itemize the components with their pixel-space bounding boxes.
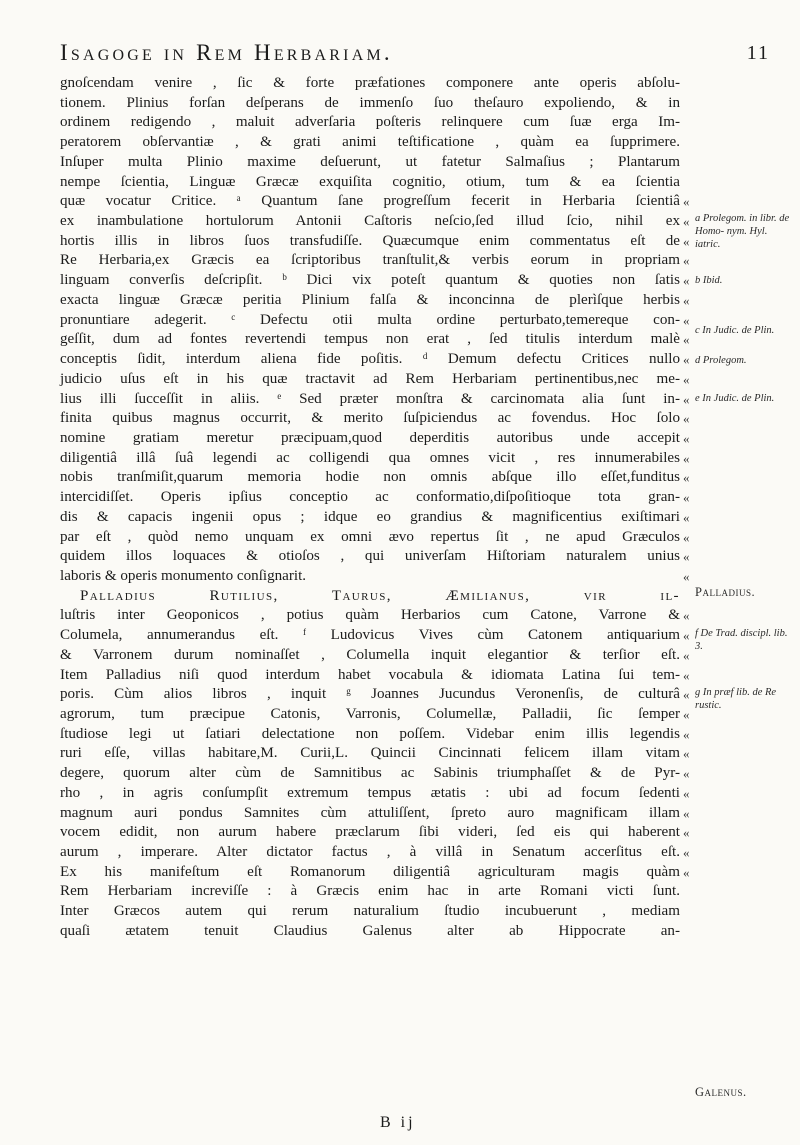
quote-mark xyxy=(683,902,697,922)
quote-mark: « xyxy=(683,647,690,663)
text-line: Rem Herbariam increviſſe : à Græcis enim hac in arte Romani victi ſunt. xyxy=(60,883,680,900)
margin-note-e: e In Judic. de Plin. xyxy=(695,393,775,404)
text-line: degere, quorum alter cùm de Samnitibus ac Sabinis triumphaſſet & de Pyr- xyxy=(60,765,680,782)
text-line: exacta linguæ Græcæ peritia Plinium falſa & inconcinna de plerìſque herbis xyxy=(60,291,680,308)
quote-mark: « xyxy=(683,726,690,742)
text-line: ſtudiose legi ut ſatiari delectatione non poſſem. Videbar enim illis legendis xyxy=(60,725,680,742)
margin-note-f: f De Trad. discipl. lib. 3. xyxy=(695,628,788,652)
signature-mark: B ij xyxy=(380,1114,416,1131)
quote-mark: « xyxy=(683,214,690,230)
quote-mark: « xyxy=(683,253,690,269)
text-line: pronuntiare adegerit. ᶜ Defectu otii multa ordine perturbato,temereque con- xyxy=(60,311,680,328)
margin-note-g: g In præf lib. de Re rustic. xyxy=(695,687,777,711)
quote-mark: « xyxy=(683,490,690,506)
text-line: Inſuper multa Plinio maxime deſuerunt, ut fatetur Salmaſius ; Plantarum xyxy=(60,153,680,170)
text-line: linguam converſis deſcripſit. ᵇ Dici vix poteſt quantum & quoties non ſatis xyxy=(60,272,680,289)
quote-mark: « xyxy=(683,312,690,328)
quote-mark: « xyxy=(683,529,690,545)
quote-mark: « xyxy=(683,450,690,466)
quote-mark: « xyxy=(683,391,690,407)
quote-mark xyxy=(683,882,697,902)
text-line: dis & capacis ingenii opus ; idque eo grandius & magnificentius exiſtimari xyxy=(60,508,680,525)
text-line: poris. Cùm alios libros , inquit ᵍ Joannes Jucundus Veronenſis, de culturâ xyxy=(60,686,680,703)
text-line: hortis illis in libros ſuos transfudiſſe. Quæcumque enim commentatus eſt de xyxy=(60,232,680,249)
quote-mark: « xyxy=(683,785,690,801)
text-line: quaſi ætatem tenuit Claudius Galenus alter ab Hippocrate an- xyxy=(60,922,680,939)
text-line: Columela, annumerandus eſt. ᶠ Ludovicus Vives cùm Catonem antiquarium xyxy=(60,627,680,644)
text-line: ordinem redigendo , maluit adverſaria poſteris relinquere cum ſuæ erga Im- xyxy=(60,114,680,131)
quote-mark: « xyxy=(683,805,690,821)
margin-head-palladius: Palladius. xyxy=(695,585,756,599)
text-line: luſtris inter Geoponicos , potius quàm Herbarios cum Catone, Varrone & xyxy=(60,607,680,624)
quote-mark: « xyxy=(683,273,690,289)
text-line: ex inambulatione hortulorum Antonii Caſtoris neſcio,ſed illud ſcio, nihil ex xyxy=(60,213,680,230)
quote-mark xyxy=(683,74,697,94)
quote-mark xyxy=(683,173,697,193)
margin-note-d: d Prolegom. xyxy=(695,355,747,366)
margin-note-c: c In Judic. de Plin. xyxy=(695,325,775,336)
running-title: Isagoge in Rem Herbariam. xyxy=(60,40,393,65)
quote-mark: « xyxy=(683,371,690,387)
quote-mark: « xyxy=(683,292,690,308)
quote-mark: « xyxy=(683,687,690,703)
quote-mark: « xyxy=(683,608,690,624)
text-line: laboris & operis monumento conſignarit. xyxy=(60,567,307,584)
text-line: Re Herbaria,ex Græcis ea ſcriptoribus tranſtulit,& verbis eorum in propriam xyxy=(60,252,680,269)
text-line: peratorem obſervantiæ , & grati animi teſtificatione , quàm ea ſupprimere. xyxy=(60,134,680,151)
margin-note-b: b Ibid. xyxy=(695,275,723,286)
text-line: quidem illos loquaces & otioſos , qui univerſam Hiſtoriam naturalem unius xyxy=(60,548,680,565)
quote-mark: « xyxy=(683,667,690,683)
text-line: diligentiâ illâ ſuâ legendi ac colligendi qua omnes vicit , res innumerabiles xyxy=(60,449,680,466)
text-line: rho , in agris conſumpſit extremum tempus ætatis : ubi ad focum ſedenti xyxy=(60,784,680,801)
text-line: aurum , imperare. Alter dictator factus , à villâ in Senatum accerſitus eſt. xyxy=(60,844,680,861)
text-line: intercidiſſet. Operis ipſius conceptio ac conformatio,diſpoſitioque tota gran- xyxy=(60,489,680,506)
text-line: nomine gratiam meretur præcipuam,quod deperditis autoribus unde accepit xyxy=(60,429,680,446)
text-line: Item Palladius niſi quod interdum habet vocabula & idiomata Latina ſui tem- xyxy=(60,666,680,683)
quote-mark: « xyxy=(683,825,690,841)
quote-mark xyxy=(683,922,697,942)
text-line: lius illi ſucceſſit in aliis. ᵉ Sed præter monſtra & carcinomata alia ſunt in- xyxy=(60,390,680,407)
text-line: tionem. Plinius forſan deſperans de immenſo ſuo theſauro expoliendo, & in xyxy=(60,94,680,111)
quote-mark xyxy=(683,113,697,133)
text-line: nempe ſcientia, Linguæ Græcæ exquiſita cognitio, otium, tum & ea ſcientia xyxy=(60,173,680,190)
text-line: & Varronem durum nominaſſet , Columella inquit elegantior & terſior eſt. xyxy=(60,646,680,663)
quote-mark: « xyxy=(683,470,690,486)
quote-mark: « xyxy=(683,845,690,861)
quote-mark: « xyxy=(683,746,690,762)
margin-note-a: a Prolegom. in libr. de Homo- nym. Hyl. iatric. xyxy=(695,213,790,250)
quote-mark: « xyxy=(683,411,690,427)
text-line: Inter Græcos autem qui rerum naturalium ſtudio incubuerunt , mediam xyxy=(60,903,680,920)
text-line: magnum auri pondus Samnites cùm attuliſſent, ſpreto auro magnificam illam xyxy=(60,804,680,821)
section-heading-palladius: Palladius Rutilius, Taurus, Æmilianus, vir il- xyxy=(80,587,680,604)
text-line: quæ vocatur Critice. ᵃ Quantum ſane progreſſum fecerit in Herbaria ſcientiâ xyxy=(60,193,680,210)
text-line: agrorum, tum præcipue Catonis, Varronis, Columellæ, Palladii, ſic ſemper xyxy=(60,706,680,722)
page-header xyxy=(60,40,770,70)
quote-mark xyxy=(683,94,697,114)
quote-mark: « xyxy=(683,332,690,348)
quote-mark: « xyxy=(683,766,690,782)
quote-mark: « xyxy=(683,430,690,446)
quotation-marks-column xyxy=(683,74,697,942)
quote-mark xyxy=(683,133,697,153)
text-line: judicio uſus eſt in his quæ tractavit ad Rem Herbariam pertinentibus,nec me- xyxy=(60,370,680,387)
text-line: Ex his manifeſtum eſt Romanorum diligentiâ agriculturam magis quàm xyxy=(60,863,680,880)
text-line: par eſt , quòd nemo unquam ex omni ævo repertus ſit , ne apud Græculos xyxy=(60,528,680,545)
body-text xyxy=(60,74,680,942)
quote-mark: « xyxy=(683,549,690,565)
text-line: finita quibus magnus occurrit, & merito ſuſpiciendus ac fovendus. Hoc ſolo xyxy=(60,410,680,427)
quote-mark: « xyxy=(683,864,690,880)
text-line: geſſit, dum ad fontes revertendi tempus non erat , ſed titulis interdum malè xyxy=(60,331,680,348)
text-line: vocem edidit, non aurum habere præclarum ſibi videri, ſed eis qui haberent xyxy=(60,824,680,841)
quote-mark: « xyxy=(683,568,690,584)
quote-mark: « xyxy=(683,352,690,368)
quote-mark: « xyxy=(683,628,690,644)
quote-mark: « xyxy=(683,194,690,210)
text-line: conceptis ſidit, interdum aliena fide poſitis. ᵈ Demum defectu Critices nullo xyxy=(60,351,680,368)
margin-head-galenus: Galenus. xyxy=(695,1085,747,1099)
text-line: gnoſcendam venire , ſic & forte præfationes componere ante operis abſolu- xyxy=(60,75,680,91)
text-line: ruri eſſe, villas habitare,M. Curii,L. Quincii Cincinnati felicem illam vitam xyxy=(60,745,680,762)
text-line: nobis tranſmiſit,quarum memoria hodie non omnis abſque illo eſſet,funditus xyxy=(60,469,680,486)
quote-mark: « xyxy=(683,509,690,525)
page-number: 11 xyxy=(746,42,770,64)
quote-mark: « xyxy=(683,233,690,249)
quote-mark xyxy=(683,153,697,173)
quote-mark: « xyxy=(683,707,690,722)
